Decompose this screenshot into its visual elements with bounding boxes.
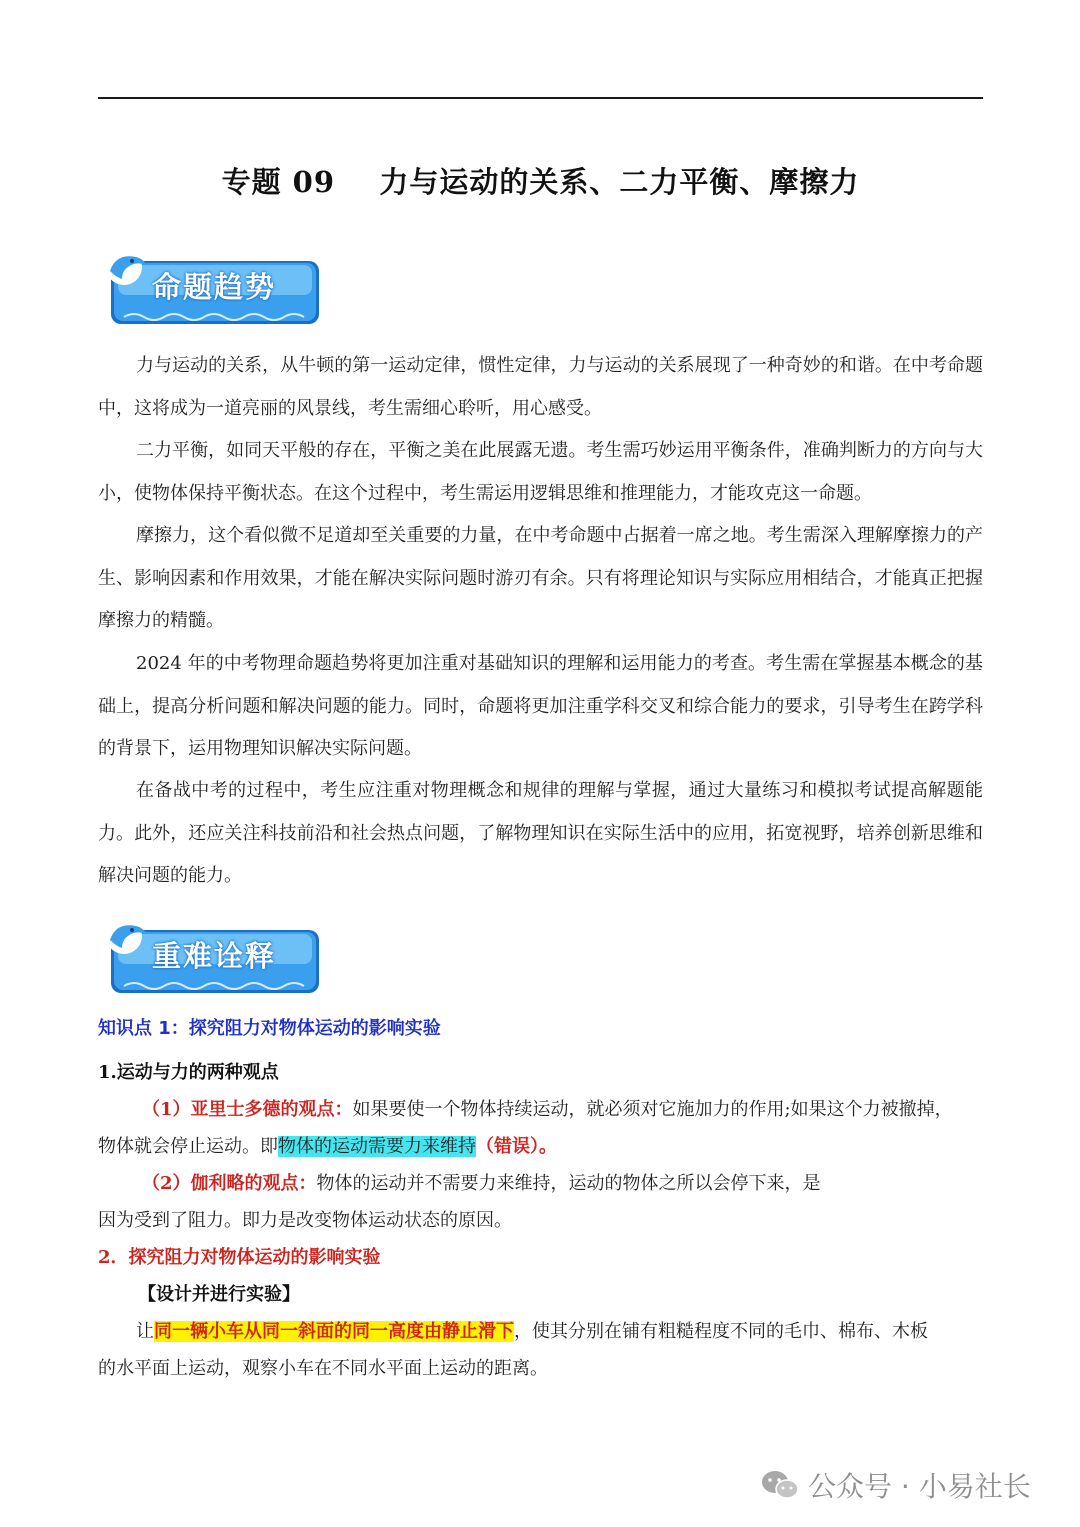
trend-banner-label: 命题趋势 — [152, 270, 277, 304]
view1-wrong: （错误）。 — [476, 1136, 557, 1157]
view1-line-1 — [98, 1091, 983, 1128]
trend-paragraph-5: 在备战中考的过程中，考生应注重对物理概念和规律的理解与掌握，通过大量练习和模拟考试提高解题能力。此外，还应关注科技前沿和社会热点问题，了解物理知识在实际生活中的应用，拓宽视野，培养创新思维和解决问题的能力。 — [98, 780, 983, 886]
sub1-title: 1.运动与力的两种观点 — [98, 1062, 279, 1083]
watermark-text: 公众号 · 小易社长 — [808, 1470, 1031, 1503]
view1-text-b: 物体就会停止运动。即 — [98, 1136, 278, 1157]
trend-paragraph-1: 力与运动的关系，从牛顿的第一运动定律，惯性定律，力与运动的关系展现了一种奇妙的和谐。在中考命题中，这将成为一道亮丽的风景线，考生需细心聆听，用心感受。 — [98, 355, 983, 419]
experiment-line-2: 的水平面上运动，观察小车在不同水平面上运动的距离。 — [98, 1358, 548, 1379]
experiment-text-a: 让 — [136, 1321, 154, 1342]
experiment-line-1 — [98, 1313, 983, 1350]
view1-label: （1）亚里士多德的观点： — [142, 1099, 353, 1120]
key-banner — [104, 916, 324, 998]
view1-highlight: 物体的运动需要力来维持 — [278, 1136, 476, 1157]
top-rule — [98, 97, 983, 99]
experiment-highlight: 同一辆小车从同一斜面的同一高度由静止滑下 — [154, 1321, 514, 1342]
view2-label: （2）伽利略的观点： — [142, 1173, 317, 1194]
trend-paragraph-3: 摩擦力，这个看似微不足道却至关重要的力量，在中考命题中占据着一席之地。考生需深入理解摩擦力的产生、影响因素和作用效果，才能在解决实际问题时游刃有余。只有将理论知识与实际应用相结合，才能真正把握摩擦力的精髓。 — [98, 525, 983, 631]
key-banner-label: 重难诠释 — [152, 939, 277, 973]
document-title: 专题 09 力与运动的关系、二力平衡、摩擦力 — [221, 165, 860, 199]
trend-paragraph-2: 二力平衡，如同天平般的存在，平衡之美在此展露无遗。考生需巧妙运用平衡条件，准确判断力的方向与大小，使物体保持平衡状态。在这个过程中，考生需运用逻辑思维和推理能力，才能攻克这一命题。 — [98, 440, 983, 504]
trend-banner — [104, 247, 324, 329]
knowledge-point-heading: 知识点 1：探究阻力对物体运动的影响实验 — [98, 1018, 441, 1039]
view2-line-1 — [98, 1165, 983, 1202]
design-title: 【设计并进行实验】 — [138, 1284, 300, 1305]
view2-text-a: 物体的运动并不需要力来维持，运动的物体之所以会停下来，是 — [316, 1173, 821, 1194]
experiment-text-b: ，使其分别在铺有粗糙程度不同的毛巾、棉布、木板 — [514, 1321, 928, 1342]
view2-line-2: 因为受到了阻力。即力是改变物体运动状态的原因。 — [98, 1210, 512, 1231]
sub2-title: 2．探究阻力对物体运动的影响实验 — [98, 1247, 381, 1268]
view1-text-a: 如果要使一个物体持续运动，就必须对它施加力的作用;如果这个力被撤掉， — [352, 1099, 953, 1120]
trend-paragraph-4: 2024 年的中考物理命题趋势将更加注重对基础知识的理解和运用能力的考查。考生需在掌握基本概念的基础上，提高分析问题和解决问题的能力。同时，命题将更加注重学科交叉和综合能力的要求，引导考生在跨学科的背景下，运用物理知识解决实际问题。 — [98, 653, 983, 759]
wechat-icon — [760, 1468, 800, 1502]
watermark — [760, 1465, 1031, 1505]
view1-line-2 — [98, 1128, 983, 1165]
